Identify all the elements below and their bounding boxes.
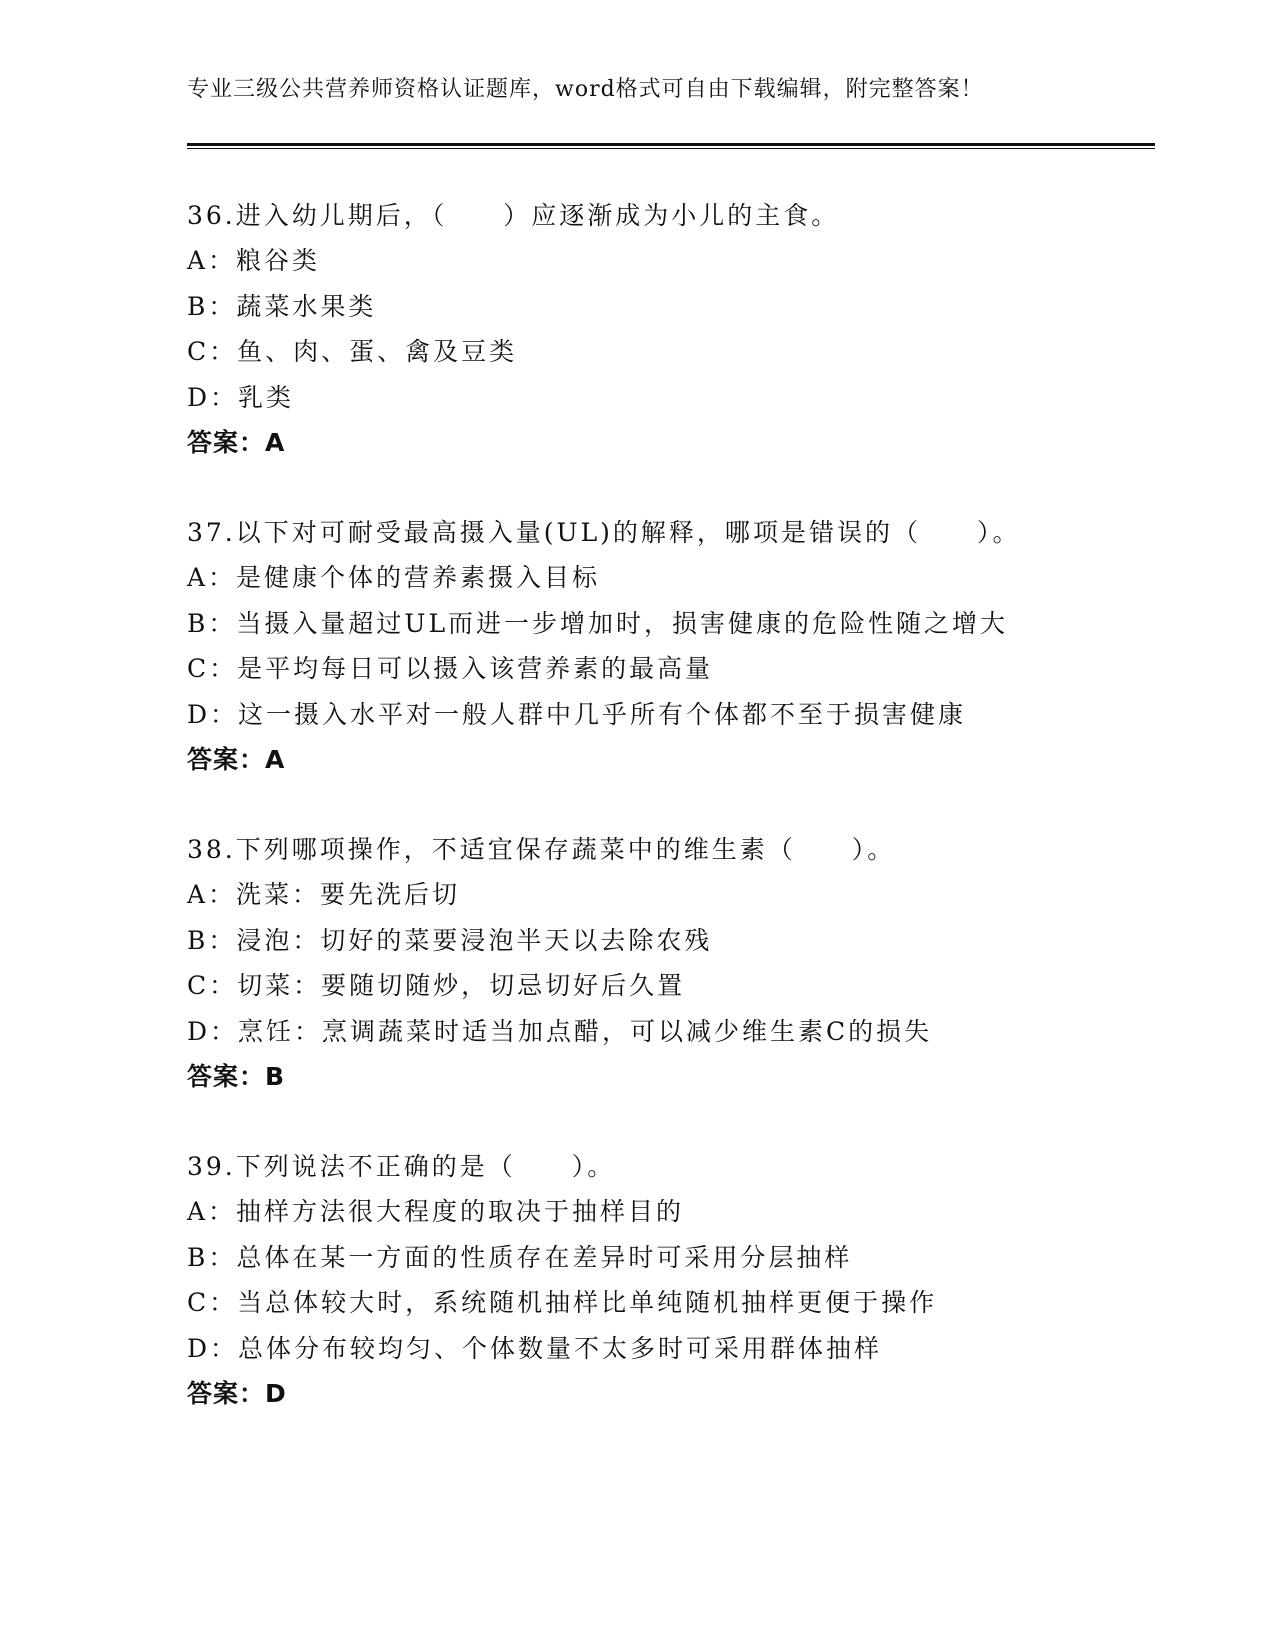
option-d: D：总体分布较均匀、个体数量不太多时可采用群体抽样	[187, 1333, 883, 1363]
option-c: C：切菜：要随切随炒，切忌切好后久置	[187, 971, 686, 1001]
option-a: A：抽样方法很大程度的取决于抽样目的	[187, 1197, 685, 1227]
question-stem: 38.下列哪项操作，不适宜保存蔬菜中的维生素（ ）。	[187, 835, 896, 864]
option-a: A：是健康个体的营养素摄入目标	[187, 563, 601, 593]
option-a: A：粮谷类	[187, 246, 321, 276]
question-37	[187, 510, 1147, 782]
page-header: 专业三级公共营养师资格认证题库，word格式可自由下载编辑，附完整答案！	[187, 77, 984, 102]
option-d: D：这一摄入水平对一般人群中几乎所有个体都不至于损害健康	[187, 699, 967, 729]
option-b: B：当摄入量超过UL而进一步增加时，损害健康的危险性随之增大	[187, 608, 1009, 638]
question-stem: 36.进入幼儿期后，（ ）应逐渐成为小儿的主食。	[187, 201, 840, 230]
question-38	[187, 827, 1147, 1099]
option-c: C：鱼、肉、蛋、禽及豆类	[187, 337, 518, 367]
option-b: B：总体在某一方面的性质存在差异时可采用分层抽样	[187, 1242, 853, 1272]
option-c: C：是平均每日可以摄入该营养素的最高量	[187, 654, 714, 684]
question-stem: 39.下列说法不正确的是（ ）。	[187, 1152, 616, 1181]
answer-label: 答案：A	[187, 744, 286, 774]
option-d: D：乳类	[187, 382, 295, 412]
option-c: C：当总体较大时，系统随机抽样比单纯随机抽样更便于操作	[187, 1288, 938, 1318]
option-b: B：蔬菜水果类	[187, 291, 377, 321]
answer-label: 答案：A	[187, 427, 286, 457]
option-a: A：洗菜：要先洗后切	[187, 880, 461, 910]
answer-label: 答案：D	[187, 1378, 287, 1408]
question-stem: 37.以下对可耐受最高摄入量(UL)的解释，哪项是错误的（ ）。	[187, 518, 1021, 547]
option-b: B：浸泡：切好的菜要浸泡半天以去除农残	[187, 925, 713, 955]
option-d: D：烹饪：烹调蔬菜时适当加点醋，可以减少维生素C的损失	[187, 1016, 933, 1046]
question-39	[187, 1144, 1147, 1416]
answer-label: 答案：B	[187, 1061, 286, 1091]
header-divider	[187, 143, 1155, 149]
question-36	[187, 193, 1147, 465]
